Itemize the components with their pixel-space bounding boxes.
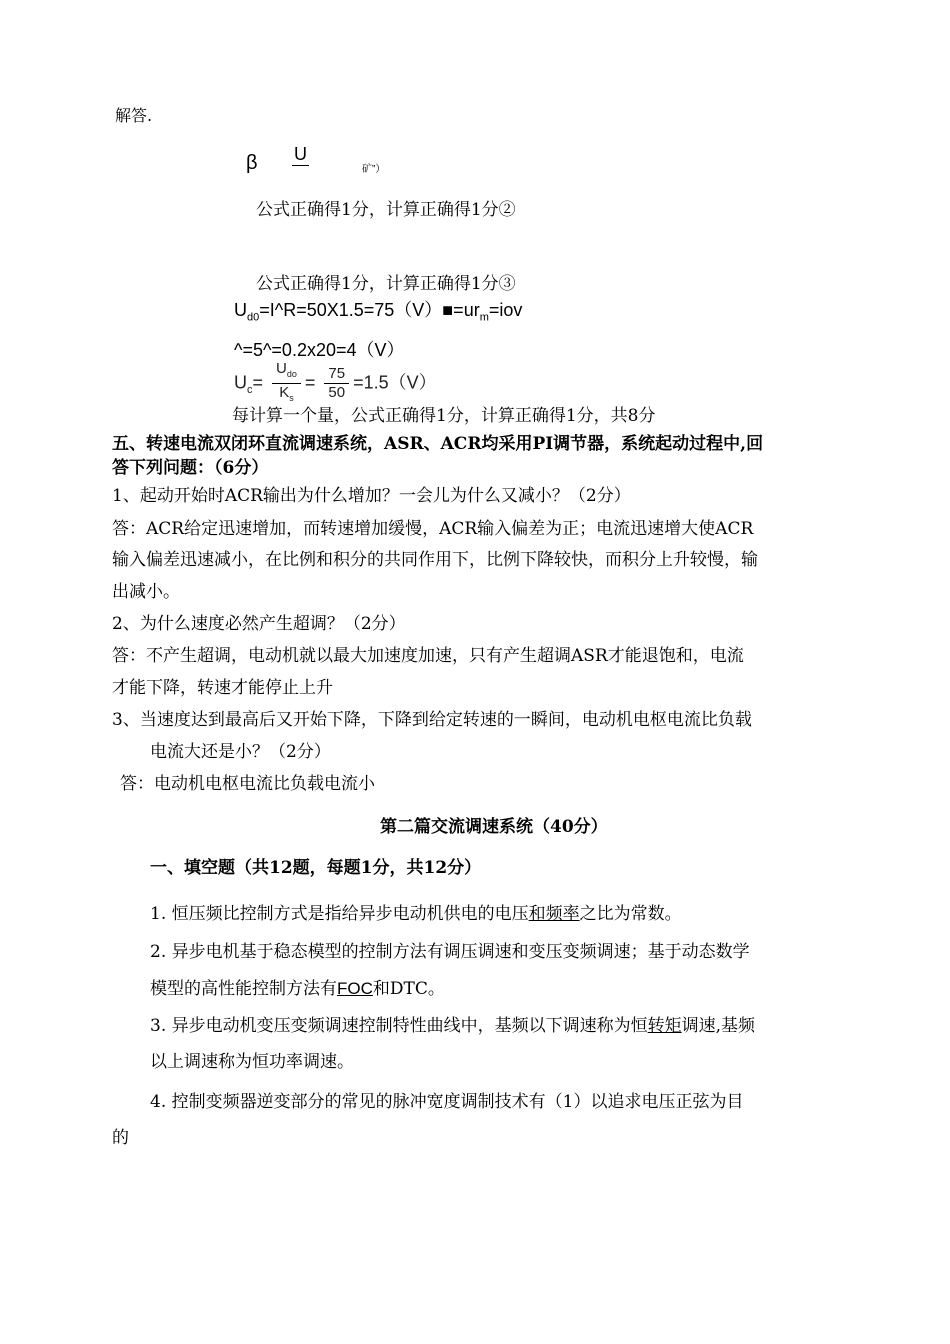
answer-3: 答：电动机电枢电流比负载电流小 — [120, 774, 375, 794]
eq1-sub: d0 — [247, 311, 260, 324]
eq1-sub2: m — [479, 311, 489, 324]
item-1-post: 之比为常数。 — [579, 904, 682, 924]
eq3-fraction-1 — [272, 360, 301, 407]
formula-fragment-u — [292, 144, 309, 166]
question-3-line2: 电流大还是小？（2分） — [150, 742, 331, 762]
item-4-line1: 4. 控制变频器逆变部分的常见的脉冲宽度调制技术有（1）以追求电压正弦为目 — [150, 1092, 744, 1112]
eq1-u: U — [234, 300, 247, 320]
part2-title: 第二篇交流调速系统（40分） — [380, 817, 608, 837]
answer-2-line1: 答：不产生超调，电动机就以最大加速度加速，只有产生超调ASR才能退饱和，电流 — [112, 646, 744, 666]
equation-line-2: ^=5^=0.2x20=4（V） — [234, 340, 405, 360]
item-1-pre: 1. 恒压频比控制方式是指给异步电动机供电的电压 — [150, 904, 529, 924]
eq3-num: U — [276, 360, 287, 377]
eq3-num2: 75 — [324, 365, 349, 384]
answer-1-line1: 答：ACR给定迅速增加，而转速增加缓慢，ACR输入偏差为正；电流迅速增大使ACR — [112, 519, 754, 539]
part2-subtitle: 一、填空题（共12题，每题1分，共12分） — [150, 858, 482, 878]
item-3-post: 调速,基频 — [681, 1016, 756, 1036]
eq1-end: =iov — [488, 300, 523, 320]
equation-uc: $U_c=$ $\frac{U_{do}}{K_s}$ = $\frac{75}{50}$ =1.5（V） — [234, 360, 437, 410]
question-2: 2、为什么速度必然产生超调？（2分） — [112, 614, 406, 634]
eq3-fraction-2 — [324, 365, 349, 402]
formula-fragment-tail: 矿”） — [362, 164, 386, 175]
eq3-lhs: U — [234, 372, 247, 393]
eq3-num-sub: do — [286, 369, 297, 379]
item-2-line1: 2. 异步电机基于稳态模型的控制方法有调压调速和变压变频调速；基于动态数学 — [150, 942, 750, 962]
equation-ud0 — [234, 296, 522, 324]
formula-fragment-beta: β — [246, 152, 258, 174]
section5-title-line2: 答下列问题：（6分） — [112, 458, 269, 478]
question-3-line1: 3、当速度达到最高后又开始下降，下降到给定转速的一瞬间，电动机电枢电流比负载 — [112, 710, 752, 730]
item-1-blank: 和频率 — [528, 904, 580, 924]
eq3-den: K — [279, 384, 290, 401]
answer-1-line2: 输入偏差迅速减小，在比例和积分的共同作用下，比例下降较快，而积分上升较慢，输 — [112, 550, 758, 570]
item-1 — [150, 902, 682, 926]
eq3-lhs-sub: c — [247, 383, 253, 396]
item-2-pre: 模型的高性能控制方法有 — [150, 979, 337, 999]
formula-fragment-u-text: U — [294, 144, 307, 164]
score-note-8: 每计算一个量，公式正确得1分，计算正确得1分，共8分 — [232, 406, 656, 426]
item-2-line2 — [150, 977, 445, 1001]
item-3-line2: 以上调速称为恒功率调速。 — [150, 1052, 354, 1072]
item-4-line2: 的 — [112, 1128, 129, 1148]
eq3-result: =1.5（V） — [353, 372, 437, 393]
question-1: 1、起动开始时ACR输出为什么增加？一会儿为什么又减小？（2分） — [112, 486, 631, 506]
item-3-blank: 转矩 — [647, 1016, 682, 1036]
section5-title-line1: 五、转速电流双闭环直流调速系统，ASR、ACR均采用PI调节器，系统起动过程中,回 — [112, 434, 764, 454]
item-2-post: 和DTC。 — [372, 979, 445, 999]
item-2-blank: FOC — [337, 979, 373, 998]
score-note-2: 公式正确得1分，计算正确得1分② — [256, 200, 516, 220]
score-note-3: 公式正确得1分，计算正确得1分③ — [256, 274, 516, 294]
eq3-den2: 50 — [328, 384, 346, 401]
answer-2-line2: 才能下降，转速才能停止上升 — [112, 678, 333, 698]
answer-label: 解答. — [115, 106, 153, 125]
eq3-den-sub: s — [289, 393, 294, 403]
answer-1-line3: 出减小。 — [112, 582, 180, 602]
eq1-rest: =I^R=50X1.5=75（V）■=ur — [259, 300, 480, 320]
item-3-pre: 3. 异步电动机变压变频调速控制特性曲线中，基频以下调速称为恒 — [150, 1016, 648, 1036]
item-3-line1 — [150, 1014, 755, 1038]
